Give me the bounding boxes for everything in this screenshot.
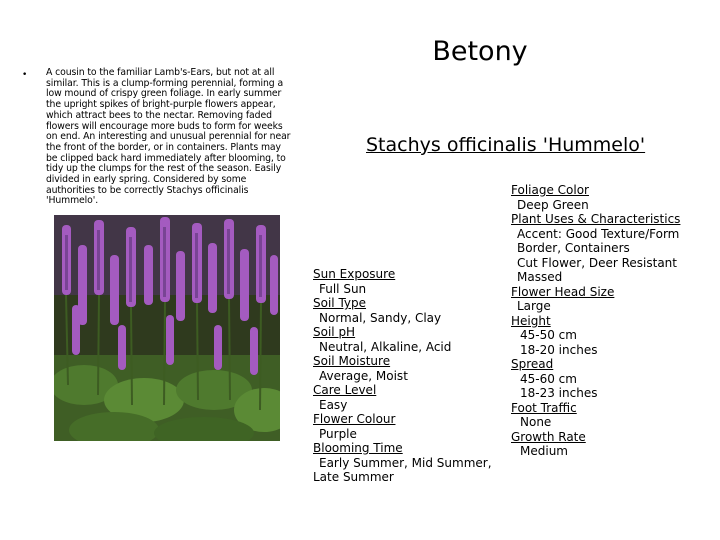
plant-use-item: Cut Flower, Deer Resistant — [517, 255, 677, 270]
foot-traffic-label: Foot Traffic — [511, 400, 577, 415]
plant-uses-label: Plant Uses & Characteristics — [511, 212, 681, 226]
plant-use-item: Border, Containers — [517, 241, 630, 255]
botanical-name: Stachys officinalis 'Hummelo' — [366, 134, 646, 156]
blooming-time-label: Blooming Time — [313, 441, 403, 455]
foot-traffic-value: None — [520, 415, 552, 429]
plant-photo-image — [54, 215, 280, 441]
spread-value-inches: 18-23 inches — [520, 386, 598, 400]
bullet-marker: • — [22, 70, 28, 80]
growth-rate-label: Growth Rate — [511, 429, 586, 444]
soil-ph-label: Soil pH — [313, 325, 356, 339]
spread-label: Spread — [511, 357, 554, 371]
flower-colour-value: Purple — [319, 426, 357, 441]
plant-use-item: Massed — [517, 270, 563, 284]
care-level-value: Easy — [319, 397, 348, 412]
blooming-time-value: Early Summer, Mid Summer, — [319, 455, 492, 470]
soil-moisture-label: Soil Moisture — [313, 354, 391, 368]
plant-characteristics — [511, 183, 680, 459]
foliage-color-value: Deep Green — [517, 197, 589, 212]
growing-conditions — [313, 267, 492, 485]
plant-photo — [54, 215, 280, 441]
slide-title: Betony — [432, 36, 528, 67]
sun-exposure-value: Full Sun — [319, 281, 367, 296]
height-value-inches: 18-20 inches — [520, 342, 598, 357]
foliage-color-label: Foliage Color — [511, 183, 589, 197]
soil-moisture-value: Average, Moist — [319, 368, 408, 383]
sun-exposure-label: Sun Exposure — [313, 267, 396, 281]
flower-head-size-label: Flower Head Size — [511, 284, 615, 299]
spread-value-cm: 45-60 cm — [520, 371, 577, 386]
blooming-time-value-cont: Late Summer — [313, 470, 394, 484]
flower-colour-label: Flower Colour — [313, 412, 396, 426]
flower-head-size-value: Large — [517, 299, 551, 313]
growth-rate-value: Medium — [520, 444, 568, 458]
plant-description: A cousin to the familiar Lamb's-Ears, but not at all similar. This is a clump-forming perennial, forming a low mound of crispy green foliage. In early summer the upright spikes of bright-purple flowers appear, which attract bees to the nectar. Removing faded flowers will encourage more buds to form for weeks on end. An interesting and unusual perennial for near the front of the border, or in containers. Plants may be clipped back hard immediately after blooming, to tidy up the clumps for the rest of the season. Easily divided in early spring. Considered by some authorities to be correctly Stachys officinalis 'Hummelo'. — [46, 67, 291, 207]
soil-type-value: Normal, Sandy, Clay — [319, 310, 442, 325]
soil-ph-value: Neutral, Alkaline, Acid — [319, 339, 452, 354]
plant-use-item: Accent: Good Texture/Form — [517, 226, 680, 241]
care-level-label: Care Level — [313, 383, 377, 397]
height-value-cm: 45-50 cm — [520, 328, 577, 342]
height-label: Height — [511, 313, 551, 328]
soil-type-label: Soil Type — [313, 296, 367, 310]
